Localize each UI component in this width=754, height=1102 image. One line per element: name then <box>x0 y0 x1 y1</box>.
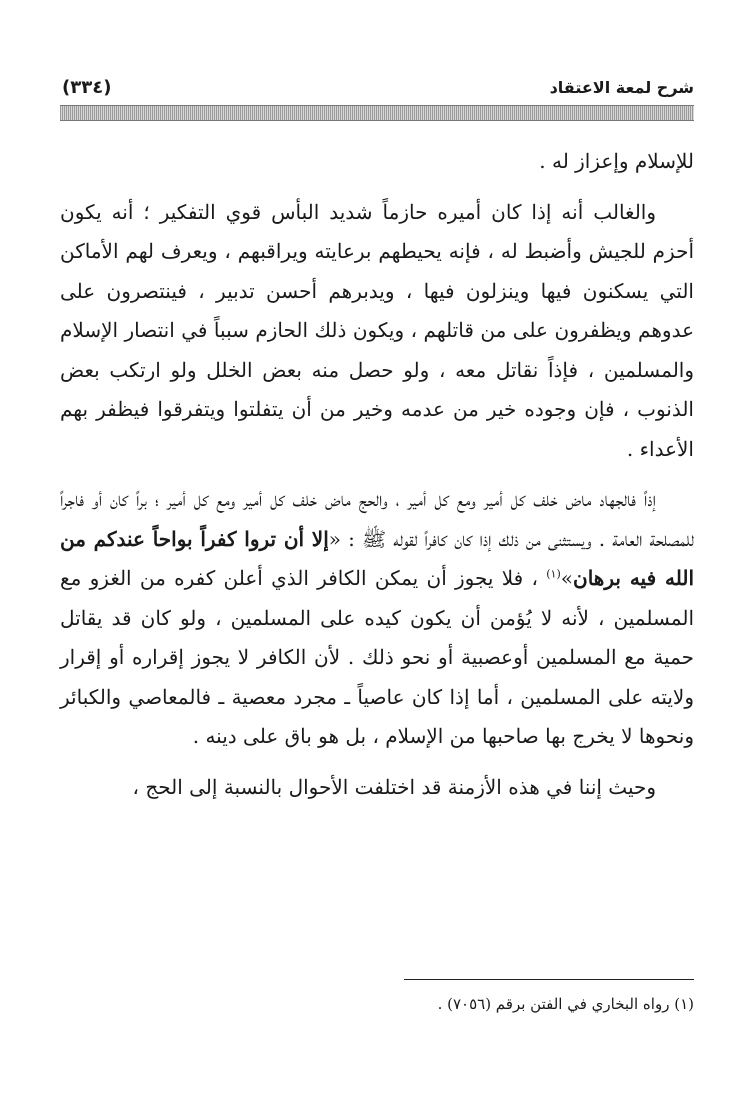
paragraph-3 <box>60 480 694 757</box>
page-number: (٣٣٤) <box>62 76 112 98</box>
footnote: (١) رواه البخاري في الفتن برقم (٧٠٥٦) . <box>437 995 694 1013</box>
book-title: شرح لمعة الاعتقاد <box>549 77 694 97</box>
paragraph-2: والغالب أنه إذا كان أميره حازماً شديد البأس قوي التفكير ؛ أنه يكون أحزم للجيش وأضبط له ، فإنه يحيطهم برعايته ويراقبهم ، ويعرف لهم الأماكن التي يسكنون فيها وينزلون فيها ، ويدبرهم أحسن تدبير ، فينتصرون على عدوهم ويظفرون على من قاتلهم ، ويكون ذلك الحازم سبباً في انتصار الإسلام والمسلمين ، فإذاً نقاتل معه ، ولو حصل منه بعض الخلل ولو ارتكب بعض الذنوب ، فإن وجوده خير من عدمه وخير من أن يتفلتوا ويتفرقوا فيظفر بهم الأعداء . <box>60 199 694 461</box>
footnote-rule <box>404 979 694 980</box>
header-rule <box>60 105 694 121</box>
running-header <box>62 72 694 102</box>
paragraph-3-rest: ، فلا يجوز أن يمكن الكافر الذي أعلن كفره من الغزو مع المسلمين ، لأنه لا يُؤمن أن يكون كيده على المسلمين ، ولو كان قد يقاتل حمية مع المسلمين أوعصبية أو نحو ذلك . لأن الكافر لا يجوز إقراره أو إقرار ولايته على المسلمين ، أما إذا كان عاصياً ـ مجرد معصية ـ فالمعاصي والكبائر ونحوها لا يخرج بها صاحبها من الإسلام ، بل هو باق على دينه . <box>60 566 694 748</box>
footnote-marker: (١) <box>546 567 561 581</box>
paragraph-3-intro: إذاً فالجهاد ماض خلف كل أمير ومع كل أمير ، والحج ماض خلف كل أمير ومع كل أمير ؛ براً كان أو فاجراً للمصلحة العامة . ويستثنى من ذلك إذا كان كافراً لقوله ﷺ : « <box>60 487 694 551</box>
paragraph-4: وحيث إننا في هذه الأزمنة قد اختلفت الأحوال بالنسبة إلى الحج ، <box>132 774 656 799</box>
hadith-quote: إلا أن تروا كفراً بواحاً عندكم من الله فيه برهان <box>60 526 695 590</box>
quote-close: » <box>560 566 574 590</box>
paragraph-1: للإسلام وإعزاز له . <box>539 149 694 173</box>
page-body <box>60 142 694 807</box>
